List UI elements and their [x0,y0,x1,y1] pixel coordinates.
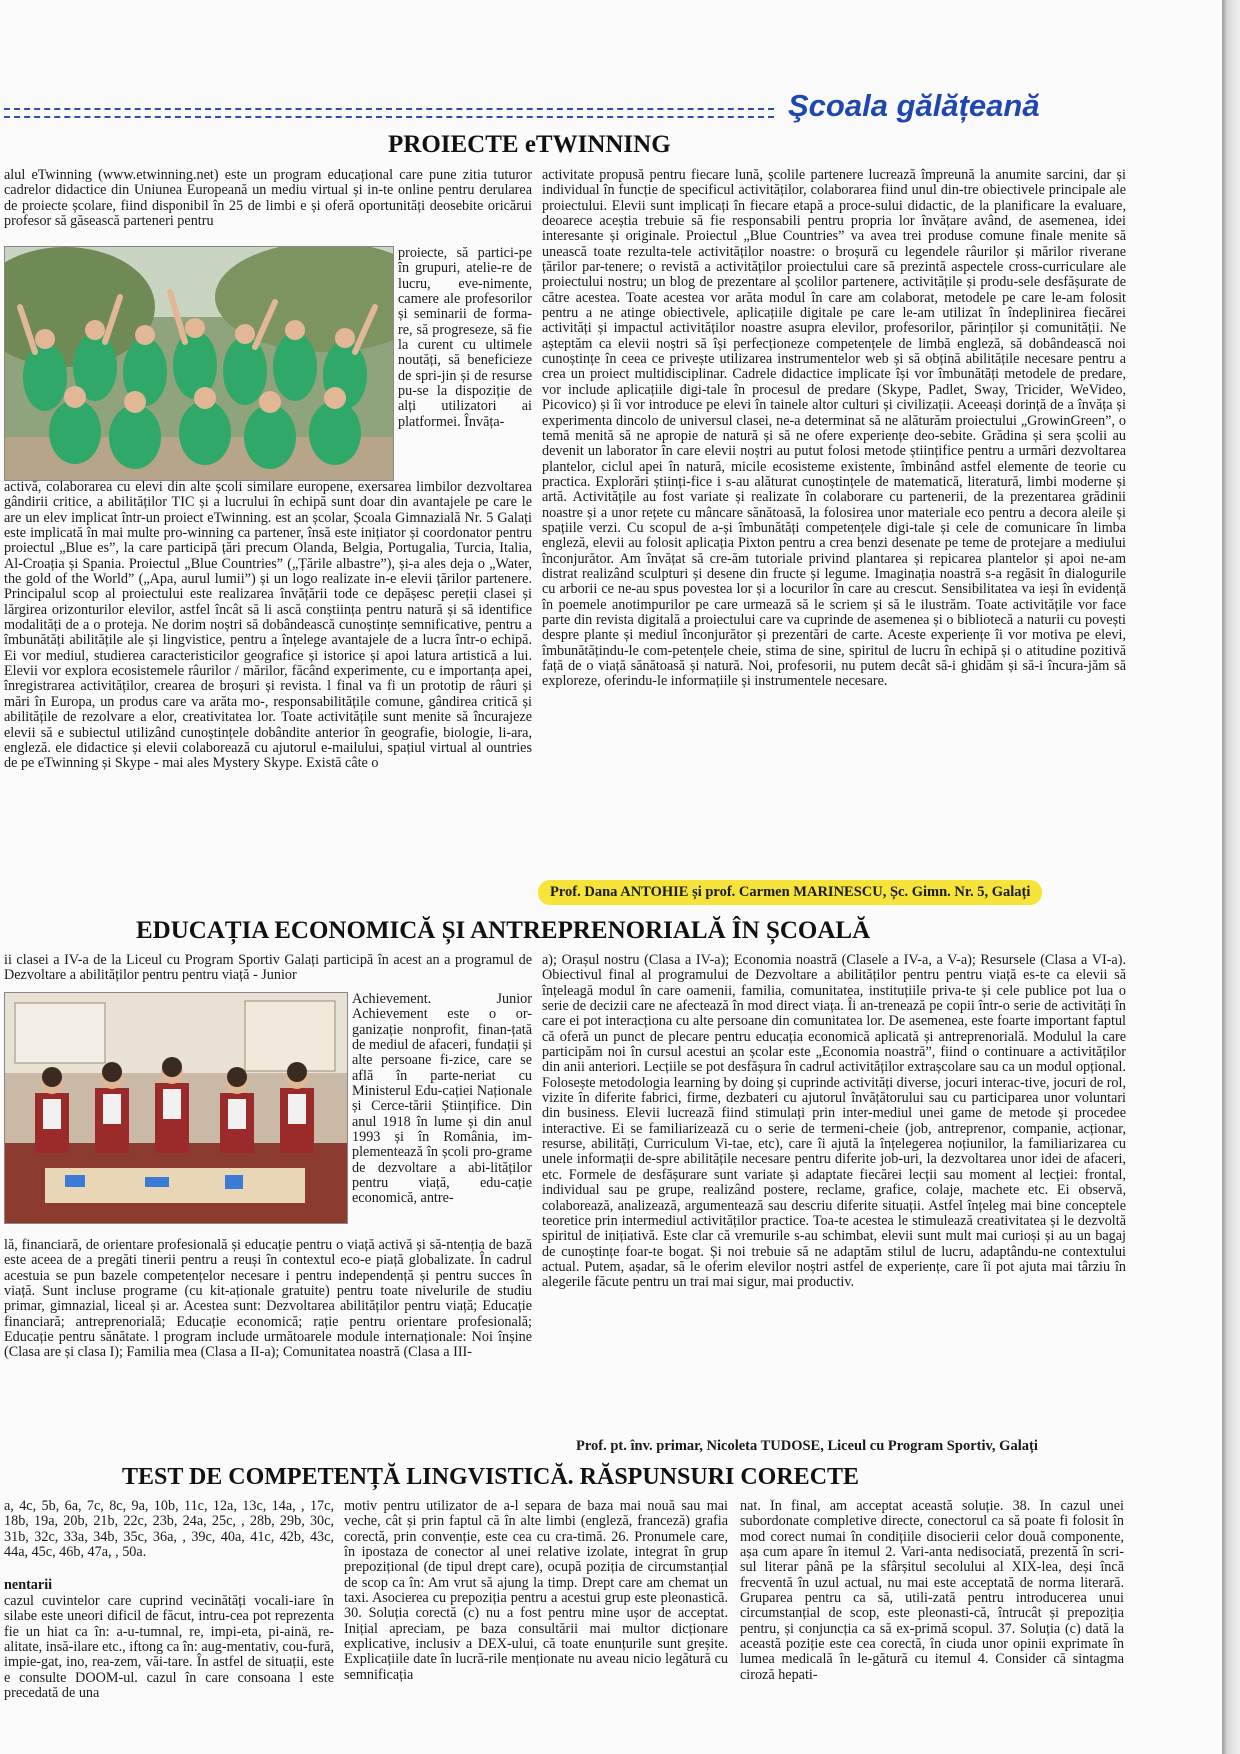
publication-title: Şcoala gălățeană [788,88,1040,123]
article1-left-body: activă, colaborarea cu elevi din alte școli similare europene, exersarea limbilor dezvoltarea gândirii critice, a abilităților TIC și a lucrului în echipă sunt doar din avantajele pe care le are un elev implicat într-un proiect eTwinning. est an școlar, Școala Gimnazială Nr. 5 Galați este implicată în mai multe pro-winning ca partener, însă este inițiator și coordonator pentru proiectul „Blue es”, la care participă țări precum Olanda, Belgia, Portugalia, Turcia, Italia, Al-Croația și Spania. Proiectul „Blue Countries” („Țările albastre”), și-a ales deja o „Water, the gold of the World” („Apa, aurul lumii”) și un logo realizate in-e elevii țărilor partenere. Principalul scop al proiectului este realizarea învățării tode ce depășesc pereții clasei și lărgirea orizonturilor elevilor, astfel încât să li ască conștiința pentru natură și să identifice modalități de a o proteja. Ne dorim noștri să dobândească cunoștințe semnificative, pentru a îmbunătăți abilitățile ale și lingvistice, pentru a înțelege avantajele de a lucra într-o echipă. Ei vor mediul, studierea caracteristicilor geografice și istorice și apoi latura artistică a lui. Elevii vor explora ecosistemele râurilor / mărilor, făcând experimente, cu e importanța apei, înregistrarea activităților, crearea de broșuri și revista. l final va fi un prototip de râuri și mări în Europa, un produs care va arăta mo-, responsabilitățile comune, gândirea critică și abilitățile de rezolvare a elor, creativitatea lor. Toate activitățile sunt menite să încurajeze elevii să e subiectul utilizând cunoștințele dobândite anterior în geografie, biologie, li-ara, engleză. ele didactice și elevii colaborează cu ajutorul e-mailului, spațiul virtual al ountries de pe eTwinning și Skype - mai ales Mystery Skype. Există câte o [4,480,532,772]
article1-author-signature: Prof. Dana ANTOHIE și prof. Carmen MARINESCU, Șc. Gimn. Nr. 5, Galați [538,880,1042,905]
article3-column-2: motiv pentru utilizator de a-l separa de baza mai nouă sau mai veche, cât și prin faptul că în alte limbi (engleză, franceză) grafia corectă, prin convenție, este cea cu cra-timă. 26. Pronumele care, în ipostaza de conector al unei relative izolate, integrat în grup prepozițional (de tipul drept care), ocupă poziția de circumstanțial de scop ca în: Am vrut să ajung la timp. Drept care am chemat un taxi. Asocierea cu prepoziția pentru a acestui grup este pleonastică. 30. Soluția corectă (c) nu a fost pentru mine ușor de acceptat. Inițial apreciam, pe baza consultării mai multor dicționare explicative, inclusiv a DEX-ului, că toate enunțurile sunt greșite. Explicațiile date în lucră-rile menționate nu aveau nicio legătură cu semnificația [344,1499,728,1683]
photo-students-green-shirts [4,246,394,481]
comments-heading: nentarii [4,1578,53,1593]
article3-column-3: nat. În final, am acceptat această soluție. 38. În cazul unei subordonate completive directe, conectorul ca să poate fi folosit în mod corect numai în condițiile disocierii celor două componente, așa cum apare în itemul 2. Vari-anta nedisociată, prezentă în scri-sul literar până pe la sfârșitul secolului al XIX-lea, deși încă frecventă în uzul actual, nu mai este acceptată de norma literară. Gruparea pentru ca să, utili-zată pentru introducerea unui circumstanțial de scop, este pleonasti-că, întrucât și prepoziția pentru, și conjuncția ca să ex-primă scopul. 37. Soluția (c) dată la această poziție este cea corectă, în ciuda unor opinii exprimate în lumea medicală în le-gătură cu itemul 4. Consider că sintagma ciroză hepati- [740,1499,1124,1683]
article2-author-signature: Prof. pt. înv. primar, Nicoleta TUDOSE, Liceul cu Program Sportiv, Galați [576,1438,1038,1454]
article1-right-column: activitate propusă pentru fiecare lună, școlile partenere lucrează împreună la anumite sarcini, dar și individual în funcție de specificul activităților, colaborarea fiind unul din-tre obiectivele principale ale proiectului. Elevii sunt implicați în fiecare etapă a proce-sului didactic, de la planificare la evaluare, deoarece aceștia trebuie să fie responsabili pentru propria lor învățare având, de asemenea, idei interesante și originale. Proiectul „Blue Countries” va avea trei produse comune finale menite să unească toate rezulta-tele activităților noastre: o broșură cu legendele râurilor și mărilor riverane țărilor par-tenere; o revistă a activităților proiectului care să prezintă aspectele cross-curriculare ale proiectului nostru; un blog de prezentare al școlilor partenere, activitățile și produ-sele desfășurate de către acestea. Toate acestea vor arăta modul în care am colaborat, metodele pe care le-am folosit pentru a ne atinge obiectivele, aplicațiile digitale pe care le-am utilizat în îndeplinirea fiecărei activități și impactul activităților noastre asupra elevilor, profesorilor, părinților și comunității. Ne așteptăm ca elevii noștri să își perfecționeze competențele de limbă engleză, să dobândească noi cunoștințe în ceea ce privește utilizarea instrumentelor web și să obțină abilitățile necesare pentru a crea un proiect multidisciplinar. Cadrele didactice implicate își vor îmbunătăți metodele de predare, vor include aplicațiile digi-tale în procesul de predare (Skype, Padlet, Sway, Tricider, WeVideo, Picovico) și îi vor introduce pe elevi în tainele altor culturi și civilizații. Aceeași dorință de a învăța și experimenta dincolo de universul clasei, ne-a determinat să ne alăturăm proiectului „GrowinGreen”, o temă menită să ne apropie de natură și să ne ofere experiențe deo-sebite. Grădina și sera școlii au devenit un laborator în care elevii noștri au putut folosi metode științifice pentru a urmări dezvoltarea plantelor, ciclul apei în natură, micile ecosisteme existente, îmbinând astfel elemente de teorie cu practica. Explorări științi-fice i s-au alăturat cunoștințele de matematică, literatură, limbi moderne și artă. Activitățile au fost variate și realizate în colaborare cu partenerii, de la prezentarea grădinii noastre și a unor rețete cu mâncare sănătoasă, la folosirea unor materiale eco pentru a decora aleile și spațiile verzi. Cu scopul de a-și îmbunătăți competențele digi-tale și cele de comunicare în limba engleză, elevii au folosit aplicația Pixton pentru a crea benzi desenate pe teme de protejare a mediului înconjurător. Am învățat să cre-ăm tutoriale privind plantarea și repicarea plantelor și apoi ne-am distrat realizând sculpturi și desene din fructe și legume. Imaginația noastră s-a regăsit în dialogurile cu arborii ce ne-au spus povestea lor și a locurilor în care au crescut. Sensibilitatea va ieși în evidență în poemele anotimpurilor pe care urmează să le scriem și să le ilustrăm. Toate activitățile vor face parte din revista digitală a proiectului care va cuprinde de asemenea și o bibliotecă a naturii cu povești despre plante și mediul înconjurător și prezentări de carte. Aceste experiențe îi vor motiva pe elevi, îmbunătățindu-le com-petențele cheie, stima de sine, spiritul de lucru în echipă și o atitudine pozitivă față de o viață sănătoasă și natură. Noi, profesorii, nu putem decât să-i ghidăm și să-i încura-jăm să exploreze, oferindu-le informațiile și instrumentele necesare. [542,168,1126,690]
article2-wrap-text: Achievement. Junior Achievement este o or-ganizație nonprofit, finan-țată de mediul de afaceri, fundații și alte persoane fi-zice, care se află în parte-neriat cu Ministerul Edu-cației Naționale și Cerce-tării Științifice. Din anul 1918 în lume și din anul 1993 și în România, im-plementează în școli pro-grame de dezvoltare a abi-lităților pentru viață, edu-cație economică, antre- [352,992,532,1207]
article-title-linguistic-test: TEST DE COMPETENȚĂ LINGVISTICĂ. RĂSPUNSURI CORECTE [122,1464,860,1490]
article2-left-body: lă, financiară, de orientare profesională și educație pentru o viață activă și să-ntenția de bază este aceea de a pregăti tinerii pentru a reuși în contextul eco-e piață globalizate. În cadrul acestuia se pun bazele competențelor necesare i pentru independență și pentru succes în viață. Sunt incluse programe (cu kit-aționale gratuite) pentru toate nivelurile de studiu primar, gimnazial, liceal și ar. Acestea sunt: Dezvoltarea abilităților pentru viață; Educație financiară; antreprenorială; Educație economică; rație pentru orientare profesională; Educație pentru sănătate. l program include următoarele module internaționale: Noi înșine (Clasa are și clasa I); Familia mea (Clasa a II-a); Comunitatea noastră (Clasa a III- [4,1238,532,1361]
article2-left-intro: ii clasei a IV-a de la Liceul cu Program Sportiv Galați participă în acest an a programul de Dezvoltare a abilităților pentru pentru viață - Junior [4,953,532,984]
article2-right-column: a); Orașul nostru (Clasa a IV-a); Economia noastră (Clasele a IV-a, a V-a); Resursele (Clasa a VI-a). Obiectivul final al programului de Dezvoltare a abilităților pentru pentru viață es-te ca elevii să înțeleagă modul în care oamenii, familia, comunitatea, instituțiile priva-te și cele publice pot lua o serie de decizii care ne afectează în mod direct viața. Îi an-trenează pe copii într-o serie de activități în care ei pot interacționa cu alte persoane din comunitatea lor. De asemenea, este foarte important faptul că oferă un punct de plecare pentru educația economică aplicată și antreprenorială. Modulul la care participăm noi în cursul acestui an școlar este „Economia noastră”, fiind o continuare a activităților din anii anteriori. Lecțiile se pot desfășura în cadrul activităților extrașcolare sau ca un modul opțional. Folosește metodologia learning by doing și cuprinde activități diverse, jocuri interac-tive, jocuri de rol, vizite în diferite fabrici, firme, dezbateri cu ajutorul învățătorului sau cu participarea unor voluntari din business. Elevii lucrează fiind stimulați prin inter-mediul unei game de metode și procedee interactive. Ei se familiarizează cu o serie de termeni-cheie (job, antreprenor, companie, acționar, resurse, abilități, Curriculum Vi-tae, etc), care îi ajută la înțelegerea noțiunilor, la familiarizarea cu unele informații de-spre abilitățile necesare pentru diferite job-uri, la dezvoltarea unor idei de afaceri, etc. Formele de desfășurare sunt variate și adaptate fiecărei lecții sau moment al lecției: frontal, individual sau pe grupe, realizând postere, reclame, grafice, colaje, machete etc. Ei observă, colaborează, analizează, argumentează sau descriu diferite situații. Astfel înțeleg mai bine conceptele teoretice prin intermediul activităților practice. Toa-te acestea le stimulează creativitatea și le dezvoltă spiritul de inițiativă. Este clar că vremurile s-au schimbat, elevii sunt mult mai curioși și au un bagaj de cunoștințe foar-te bogat. Și noi trebuie să ne adaptăm stilul de lucru, adaptându-ne contextului actual. Putem, așadar, să le oferim elevilor noștri astfel de experiențe, care îi pot ajuta mai târziu în alegerile făcute pentru un trai mai sigur, mai productiv. [542,953,1126,1291]
article-title-economic-education: EDUCAȚIA ECONOMICĂ ȘI ANTREPRENORIALĂ ÎN ȘCOALĂ [136,917,871,944]
article1-left-intro: alul eTwinning (www.etwinning.net) este un program educațional care pune zitia tuturor cadrelor didactice din Uniunea Europeană un mediu virtual și in-te online pentru derularea de proiecte școlare, fiind disponibil în 25 de limbi e și oferă oportunități deosebite oricărui profesor să găsească parteneri pentru [4,168,532,230]
answer-key: a, 4c, 5b, 6a, 7c, 8c, 9a, 10b, 11c, 12a, 13c, 14a, , 17c, 18b, 19a, 20b, 21b, 22c, 23b, 24a, 25c, , 28b, 29b, 30c, 31b, 32c, 33a, 34b, 35c, 36a, , 39c, 40a, 41c, 42b, 43c, 44a, 45c, 46b, 47a, , 50a. [4,1499,334,1561]
header-dashed-rule [4,108,774,118]
page-edge-shadow [1222,0,1240,1754]
article1-wrap-text: proiecte, să partici-pe în grupuri, atelie-re de lucru, eve-nimente, camere ale profesorilor și seminarii de forma-re, să progreseze, să fie la curent cu ultimele noutăți, să beneficieze de spri-jin și de resurse pu-se la dispoziție de alți utilizatori ai platformei. Învăța- [398,246,532,430]
article-title-etwinning: PROIECTE eTWINNING [388,131,671,158]
photo-classroom-students [4,992,348,1224]
article3-column-1: cazul cuvintelor care cuprind vecinătăți vocali-iare în silabe este uneori dificil de făcut, intru-cea pot reprezenta fie un hiat ca în: a-u-tumnal, re, impi-eta, pi-ainä, re-alitate, insă-ilare etc., iftong ca în: aug-mentativ, cou-fură, impie-gat, ino, rea-zem, văi-tare. În astfel de situații, este e consulte DOOM-ul. cazul în care consoana l este precedată de una [4,1594,334,1702]
